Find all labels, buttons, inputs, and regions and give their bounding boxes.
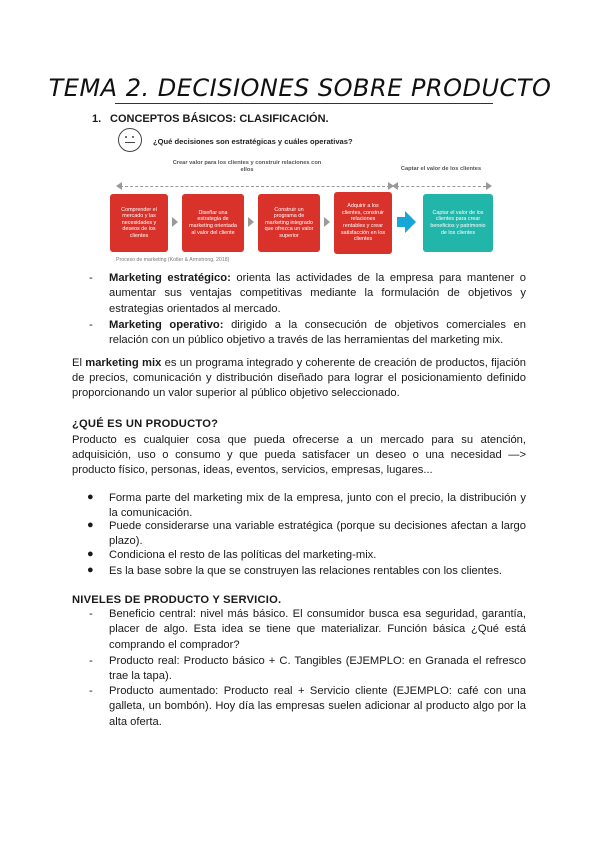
chevron-right-icon	[248, 217, 254, 227]
bullet-marker: ●	[87, 548, 94, 560]
bracket-arrow-left-icon	[116, 182, 122, 190]
level-text: Producto aumentado: Producto real + Servicio cliente (EJEMPLO: café con una galleta, un bombón). Hoy día las empresas suelen adicionar al producto algo por la alta oferta.	[109, 685, 526, 728]
section-heading	[92, 113, 329, 125]
bullet-marker: ●	[87, 519, 94, 531]
process-step-box: Comprender el mercado y las necesidades y deseos de los clientes	[110, 194, 168, 252]
process-step-box: Captar el valor de los clientes para crear beneficios y patrimonio de los clientes	[423, 194, 493, 252]
dashed-bracket-right	[396, 186, 486, 187]
product-heading: ¿QUÉ ES UN PRODUCTO?	[72, 418, 219, 430]
diagram-right-header: Captar el valor de los clientes	[400, 166, 482, 172]
list-item	[89, 607, 526, 653]
section-number: 1.	[92, 113, 102, 125]
diagram-question: ¿Qué decisiones son estratégicas y cuáles operativas?	[153, 137, 353, 146]
list-item	[89, 318, 526, 349]
list-item	[89, 684, 526, 730]
text-fragment: es un programa integrado y coherente de creación de productos, fijación de precios, comunicación y distribución diseñado para lograr el posicionamiento definido proporcionando un valor superior al público objetivo seleccionado.	[72, 357, 526, 400]
bullet-text: Es la base sobre la que se construyen las relaciones rentables con los clientes.	[109, 565, 503, 577]
term: Marketing estratégico:	[109, 272, 231, 284]
title-underline	[115, 103, 493, 104]
list-item	[87, 564, 526, 579]
section-heading-text: CONCEPTOS BÁSICOS: CLASIFICACIÓN.	[110, 113, 329, 125]
bracket-arrow-right-icon	[486, 182, 492, 190]
levels-heading: NIVELES DE PRODUCTO Y SERVICIO.	[72, 594, 282, 606]
chevron-right-icon	[172, 217, 178, 227]
marketing-process-diagram	[110, 128, 500, 270]
list-marker: -	[89, 685, 93, 697]
term: Marketing operativo:	[109, 319, 224, 331]
process-step-box: Adquirir a los clientes, construir relaciones rentables y crear satisfacción en los clientes	[334, 192, 392, 254]
list-item	[89, 271, 526, 317]
list-marker: -	[89, 655, 93, 667]
list-marker: -	[89, 608, 93, 620]
definition: dirigido a la consecución de objetivos comerciales en relación con un público objetivo a través de las herramientas del marketing mix.	[109, 319, 526, 347]
process-step-box: Construir un programa de marketing integrado que ofrezca un valor superior	[258, 194, 320, 252]
definition: orienta las actividades de la empresa para mantener o aumentar sus ventajas competitivas mediante la formulación de objetivos y estrategias orientados al mercado.	[109, 272, 526, 315]
dashed-bracket-left	[120, 186, 390, 187]
list-item	[87, 491, 526, 522]
process-step-box: Diseñar una estrategia de marketing orientada al valor del cliente	[182, 194, 244, 252]
term: marketing mix	[85, 357, 162, 369]
page-title: TEMA 2. DECISIONES SOBRE PRODUCTO	[48, 74, 552, 102]
list-marker: -	[89, 319, 93, 331]
bullet-text: Condiciona el resto de las políticas del marketing-mix.	[109, 549, 377, 561]
bullet-text: Forma parte del marketing mix de la empresa, junto con el precio, la distribución y la comunicación.	[109, 492, 526, 520]
list-item	[89, 654, 526, 685]
level-text: Producto real: Producto básico + C. Tangibles (EJEMPLO: en Granada el refresco trae la tapa).	[109, 655, 526, 683]
text-fragment: El	[72, 357, 86, 369]
bullet-text: Puede considerarse una variable estratégica (porque su decisiones afectan a largo plazo).	[109, 520, 526, 548]
product-paragraph: Producto es cualquier cosa que pueda ofrecerse a un mercado para su atención, adquisición, uso o consumo y que pueda satisfacer un deseo o una necesidad —> producto físico, personas, ideas, eventos, servicios, empresas, lugares...	[72, 434, 526, 477]
chevron-right-icon	[324, 217, 330, 227]
level-text: Beneficio central: nivel más básico. El consumidor busca esa seguridad, garantía, placer de algo. Esta idea se tiene que materializar. Función básica ¿Qué está comprando el comprador?	[109, 608, 526, 651]
bullet-marker: ●	[87, 491, 94, 503]
bullet-marker: ●	[87, 564, 94, 576]
thinking-face-icon	[118, 128, 142, 152]
diagram-source: Proceso de marketing (Kotler & Armstrong, 2018)	[116, 257, 230, 263]
bracket-arrow-left-icon	[392, 182, 398, 190]
list-item	[87, 519, 526, 550]
marketing-mix-paragraph	[72, 356, 526, 402]
diagram-left-header: Crear valor para los clientes y construir relaciones con ellos	[172, 160, 322, 173]
list-item	[87, 548, 526, 563]
list-marker: -	[89, 272, 93, 284]
